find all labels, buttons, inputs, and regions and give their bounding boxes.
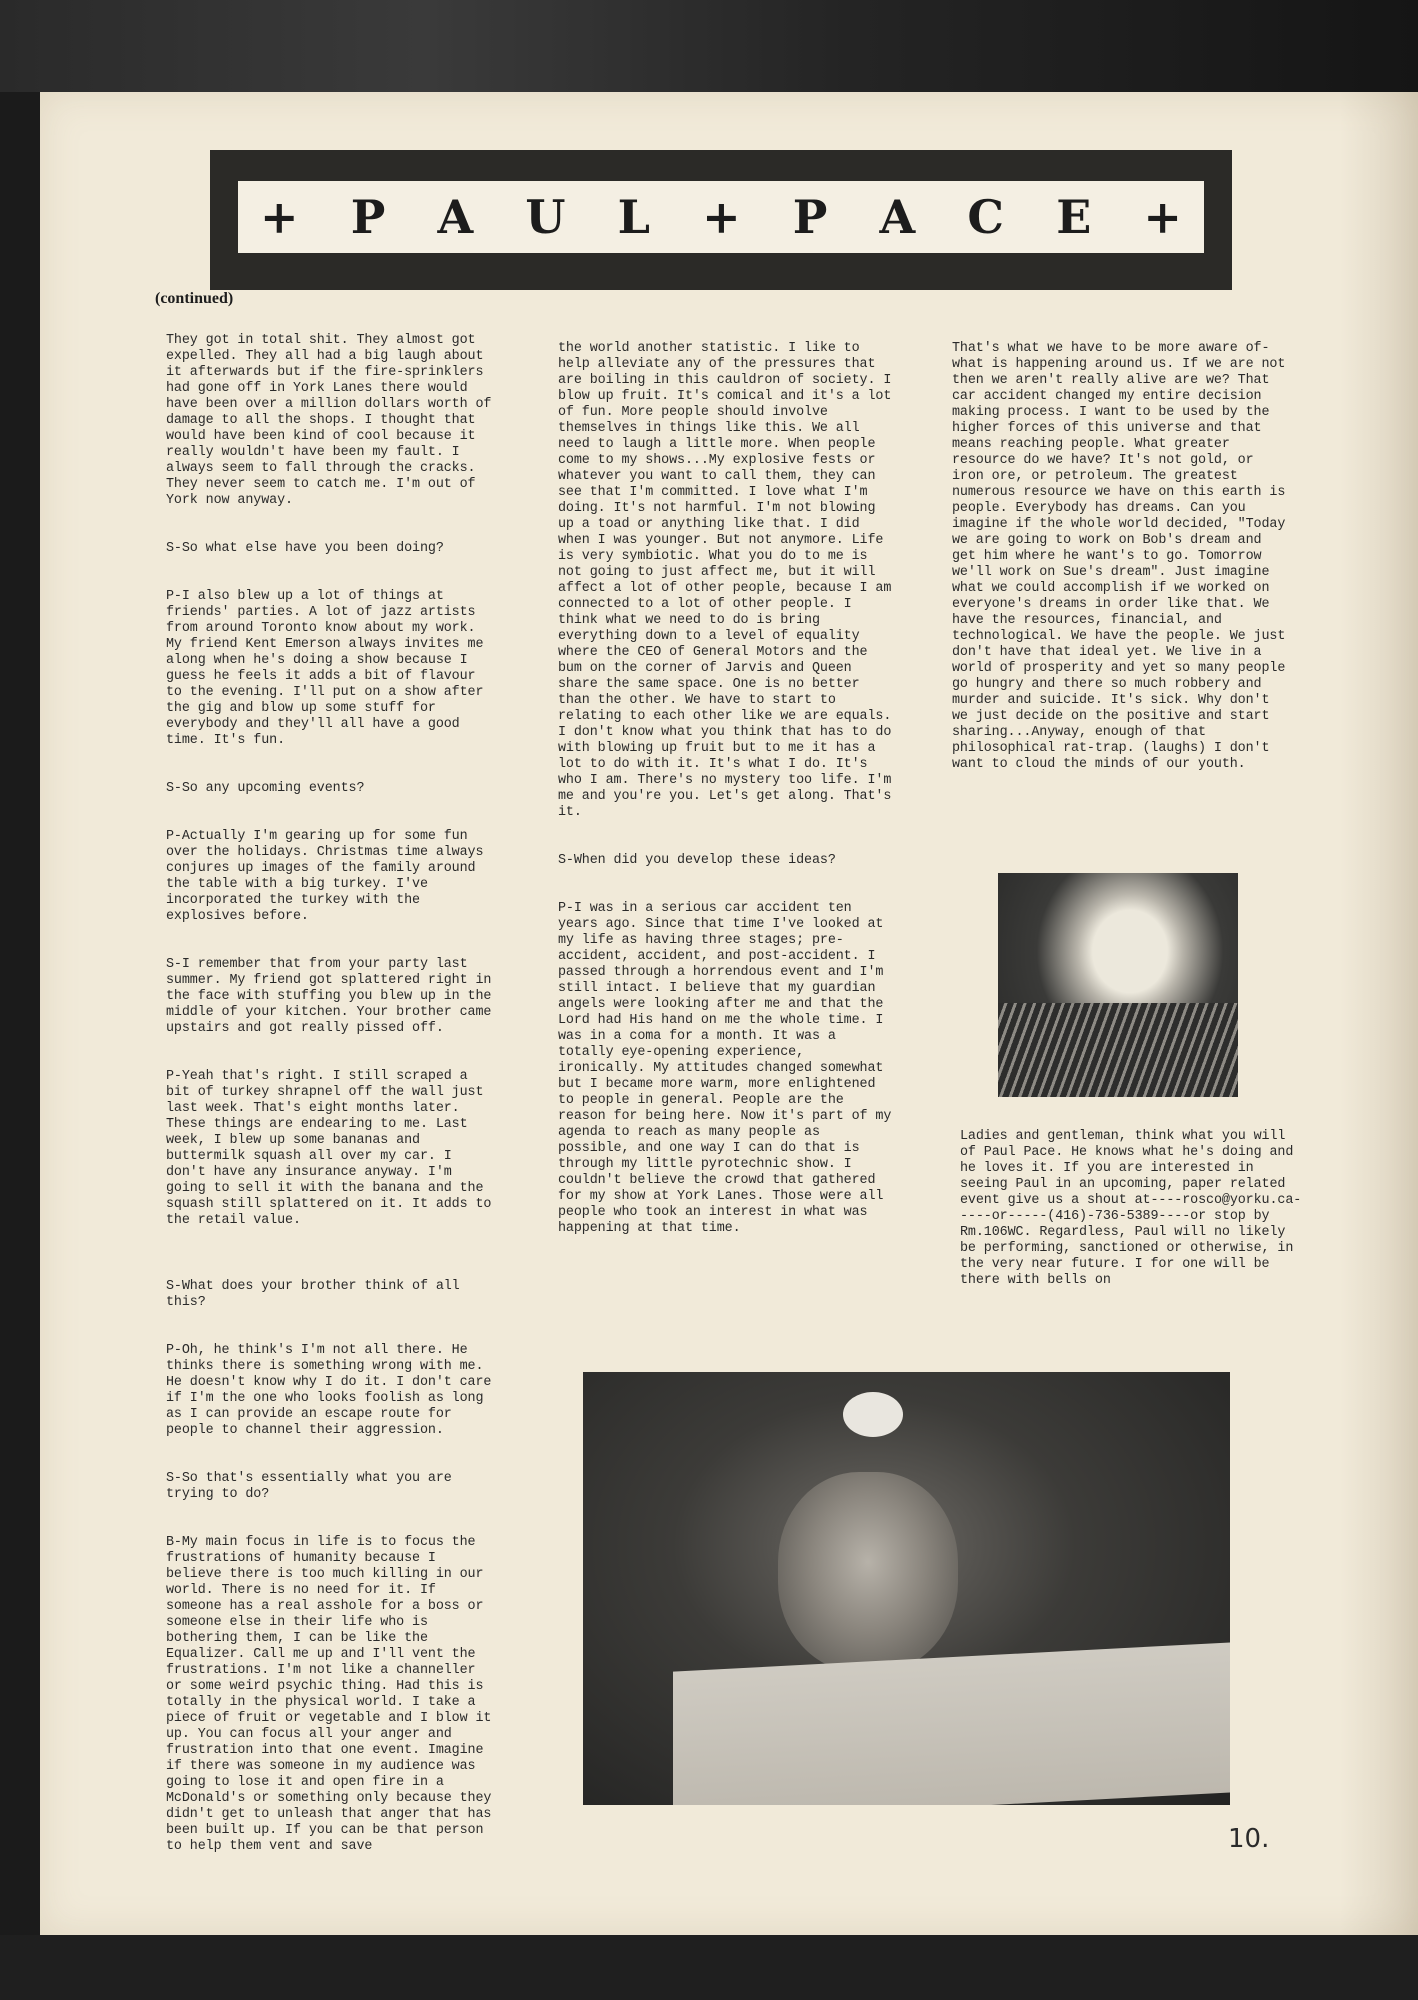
- banner-letter: E: [1056, 190, 1092, 244]
- article-column-1: [166, 317, 496, 1887]
- banner-letter: P: [792, 190, 828, 244]
- striped-shirt-graphic: [998, 1003, 1238, 1097]
- paragraph: P-Actually I'm gearing up for some fun over the holidays. Christmas time always conjures up images of the family around the table with a big turkey. I've incorporated the turkey with the explosives before.: [166, 829, 484, 924]
- paragraph: the world another statistic. I like to help alleviate any of the pressures that are boiling in this cauldron of society. I blow up fruit. It's comical and it's a lot of fun. More people should involve themselves in things like this. We all need to laugh a little more. When people come to my shows...My explosive fests or whatever you want to call them, they can see that I'm committed. I love what I'm doing. It's not harmful. I'm not blowing up a toad or anything like that. I did when I was younger. But not anymore. Life is very symbiotic. What you do to me is not going to just affect me, but it will affect a lot of other people, because I am connected to a lot of other people. I think what we need to do is bring everything down to a level of equality where the CEO of General Motors and the bum on the corner of Jarvis and Queen share the same space. One is no better than the other. We have to start to relating to each other like we are equals. I don't know what you think that has to do with blowing up fruit but to me it has a lot to do with it. It's what I do. It's who I am. There's no mystery too life. I'm me and you're you. Let's get along. That's it.: [558, 341, 892, 820]
- paragraph: That's what we have to be more aware of-what is happening around us. If we are not then we aren't really alive are we? That car accident changed my entire decision making process. I want to be used by the higher forces of this universe and that means reaching people. What greater resource do we have? It's not gold, or iron ore, or petroleum. The greatest numerous resource we have on this earth is people. Everybody has dreams. Can you imagine if the whole world decided, "Today we are going to work on Bob's dream and get him where he want's to go. Tomorrow we'll work on Sue's dream". Just imagine what we could accomplish if we worked on everyone's dreams in order like that. We have the resources, financial, and technological. We have the people. We just don't have that ideal yet. We live in a world of prosperity and yet so many people go hungry and there so much robbery and murder and suicide. It's sick. Why don't we just decide on the positive and start sharing...Anyway, enough of that philosophical rat-trap. (laughs) I don't want to cloud the minds of our youth.: [952, 341, 1286, 772]
- banner-plus-icon: +: [1143, 190, 1182, 244]
- title-banner: [210, 150, 1232, 290]
- article-column-3: [952, 325, 1292, 805]
- hat-pompom-graphic: [843, 1392, 903, 1437]
- interview-question: S-When did you develop these ideas?: [558, 853, 836, 868]
- banner-plus-icon: +: [260, 190, 299, 244]
- page-number: 10.: [1228, 1824, 1270, 1854]
- paragraph: P-Oh, he think's I'm not all there. He thinks there is something wrong with me. He doesn't know why I do it. I don't care if I'm the one who looks foolish as long as I can provide an escape route for people to channel their aggression.: [166, 1343, 492, 1438]
- banner-letter: A: [879, 190, 916, 244]
- article-column-2: [558, 325, 898, 1269]
- interview-question: S-So any upcoming events?: [166, 781, 365, 796]
- scan-background-bottom: [0, 1935, 1418, 2000]
- paragraph: P-I also blew up a lot of things at friends' parties. A lot of jazz artists from around Toronto know about my work. My friend Kent Emerson always invites me along when he's doing a show because I guess he feels it adds a bit of flavour to the evening. I'll put on a show after the gig and blow up some stuff for everybody and they'll all have a good time. It's fun.: [166, 589, 484, 748]
- banner-letter: C: [967, 190, 1005, 244]
- newsprint-page: [40, 92, 1418, 1935]
- banana-eating-photo: [583, 1372, 1230, 1805]
- banner-letter: U: [525, 190, 566, 244]
- face-graphic: [778, 1472, 958, 1672]
- squash-photo: [998, 873, 1238, 1097]
- interview-question: S-So what else have you been doing?: [166, 541, 444, 556]
- title-banner-text: [238, 181, 1204, 253]
- interview-question: S-I remember that from your party last summer. My friend got splattered right in the face with stuffing you blew up in the middle of your kitchen. Your brother came upstairs and got really pissed off.: [166, 957, 492, 1036]
- table-graphic: [673, 1642, 1230, 1805]
- interview-question: S-What does your brother think of all this?: [166, 1279, 460, 1310]
- interview-question: S-So that's essentially what you are trying to do?: [166, 1471, 452, 1502]
- paragraph: They got in total shit. They almost got expelled. They all had a big laugh about it afterwards but if the fire-sprinklers had gone off in York Lanes there would have been over a million dollars worth of damage to all the shops. I thought that would have been kind of cool because it really wouldn't have been my fault. I always seem to fall through the cracks. They never seem to catch me. I'm out of York now anyway.: [166, 333, 492, 508]
- banner-plus-icon: +: [702, 190, 741, 244]
- scan-background-top: [0, 0, 1418, 92]
- continued-label: (continued): [155, 290, 234, 307]
- banner-letter: L: [617, 190, 650, 244]
- paragraph: P-Yeah that's right. I still scraped a bit of turkey shrapnel off the wall just last week. That's eight months later. These things are endearing to me. Last week, I blew up some bananas and buttermilk squash all over my car. I don't have any insurance anyway. I'm going to sell it with the banana and the squash still splattered on it. It adds to the retail value.: [166, 1069, 492, 1228]
- banner-letter: A: [437, 190, 474, 244]
- paragraph: B-My main focus in life is to focus the frustrations of humanity because I believe there is too much killing in our world. There is no need for it. If someone has a real asshole for a boss or someone else in their life who is bothering them, I can be like the Equalizer. Call me up and I'll vent the frustrations. I'm not like a channeller or some weird psychic thing. Had this is totally in the physical world. I take a piece of fruit or vegetable and I blow it up. You can focus all your anger and frustration into that one event. Imagine if there was someone in my audience was going to lose it and open fire in a McDonald's or something only because they didn't get to unleash that anger that has been built up. If you can be that person to help them vent and save: [166, 1535, 492, 1854]
- banner-letter: P: [350, 190, 386, 244]
- paragraph: P-I was in a serious car accident ten years ago. Since that time I've looked at my life as having three stages; pre-accident, accident, and post-accident. I passed through a horrendous event and I'm still intact. I believe that my guardian angels were looking after me and that the Lord had His hand on me the whole time. I was in a coma for a month. It was a totally eye-opening experience, ironically. My attitudes changed somewhat but I became more warm, more enlightened to people in general. People are the reason for being here. Now it's part of my agenda to reach as many people as possible, and one way I can do that is through my little pyrotechnic show. I couldn't believe the crowd that gathered for my show at York Lanes. Those were all people who took an interest in what was happening at that time.: [558, 901, 892, 1236]
- photo-caption: Ladies and gentleman, think what you will of Paul Pace. He knows what he's doing and he loves it. If you are interested in seeing Paul in an upcoming, paper related event give us a shout at----rosco@yorku.ca-----or-----(416)-736-5389----or stop by Rm.106WC. Regardless, Paul will no likely be performing, sanctioned or otherwise, in the very near future. I for one will be there with bells on: [960, 1129, 1302, 1288]
